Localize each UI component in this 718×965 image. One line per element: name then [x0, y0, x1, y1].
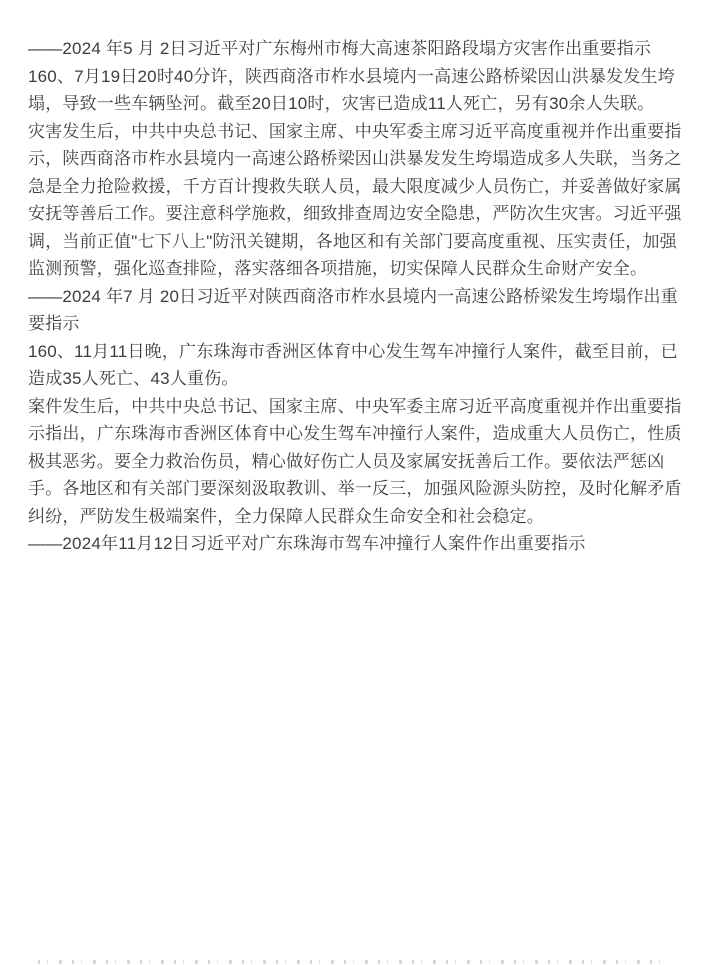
- attribution-line-zhuhai: ——2024年11月12日习近平对广东珠海市驾车冲撞行人案件作出重要指示: [28, 534, 586, 553]
- cutoff-next-text-line: [38, 960, 668, 964]
- body-paragraph-shangluo-instruction: 灾害发生后，中共中央总书记、国家主席、中央军委主席习近平高度重视并作出重要指示，陕西商洛市柞水县境内一高速公路桥梁因山洪暴发发生垮塌造成多人失联，当务之急是全力抢险救援，千方百计搜救失联人员，最大限度减少人员伤亡，并妥善做好家属安抚等善后工作。要注意科学施救，细致排查周边安全隐患，严防次生灾害。习近平强调，当前正值"七下八上"防汛关键期，各地区和有关部门要高度重视、压实责任，加强监测预警，强化巡查排险，落实落细各项措施，切实保障人民群众生命财产安全。: [28, 121, 682, 278]
- body-paragraph-zhuhai-instruction: 案件发生后，中共中央总书记、国家主席、中央军委主席习近平高度重视并作出重要指示指出，广东珠海市香洲区体育中心发生驾车冲撞行人案件，造成重大人员伤亡，性质极其恶劣。要全力救治伤员，精心做好伤亡人员及家属安抚善后工作。要依法严惩凶手。各地区和有关部门要深刻汲取教训、举一反三，加强风险源头防控，及时化解矛盾纠纷，严防发生极端案件，全力保障人民群众生命安全和社会稳定。: [28, 396, 682, 526]
- attribution-line-meizhou: ——2024 年5 月 2日习近平对广东梅州市梅大高速茶阳路段塌方灾害作出重要指示: [28, 39, 652, 58]
- attribution-line-shangluo: ——2024 年7 月 20日习近平对陕西商洛市柞水县境内一高速公路桥梁发生垮塌作出重要指示: [28, 286, 678, 333]
- numbered-item-shangluo-bridge-collapse: 160、7月19日20时40分许，陕西商洛市柞水县境内一高速公路桥梁因山洪暴发发生垮塌，导致一些车辆坠河。截至20日10时，灾害已造成11人死亡，另有30余人失联。: [28, 66, 675, 113]
- numbered-item-zhuhai-car-attack: 160、11月11日晚，广东珠海市香洲区体育中心发生驾车冲撞行人案件，截至目前，已造成35人死亡、43人重伤。: [28, 341, 678, 388]
